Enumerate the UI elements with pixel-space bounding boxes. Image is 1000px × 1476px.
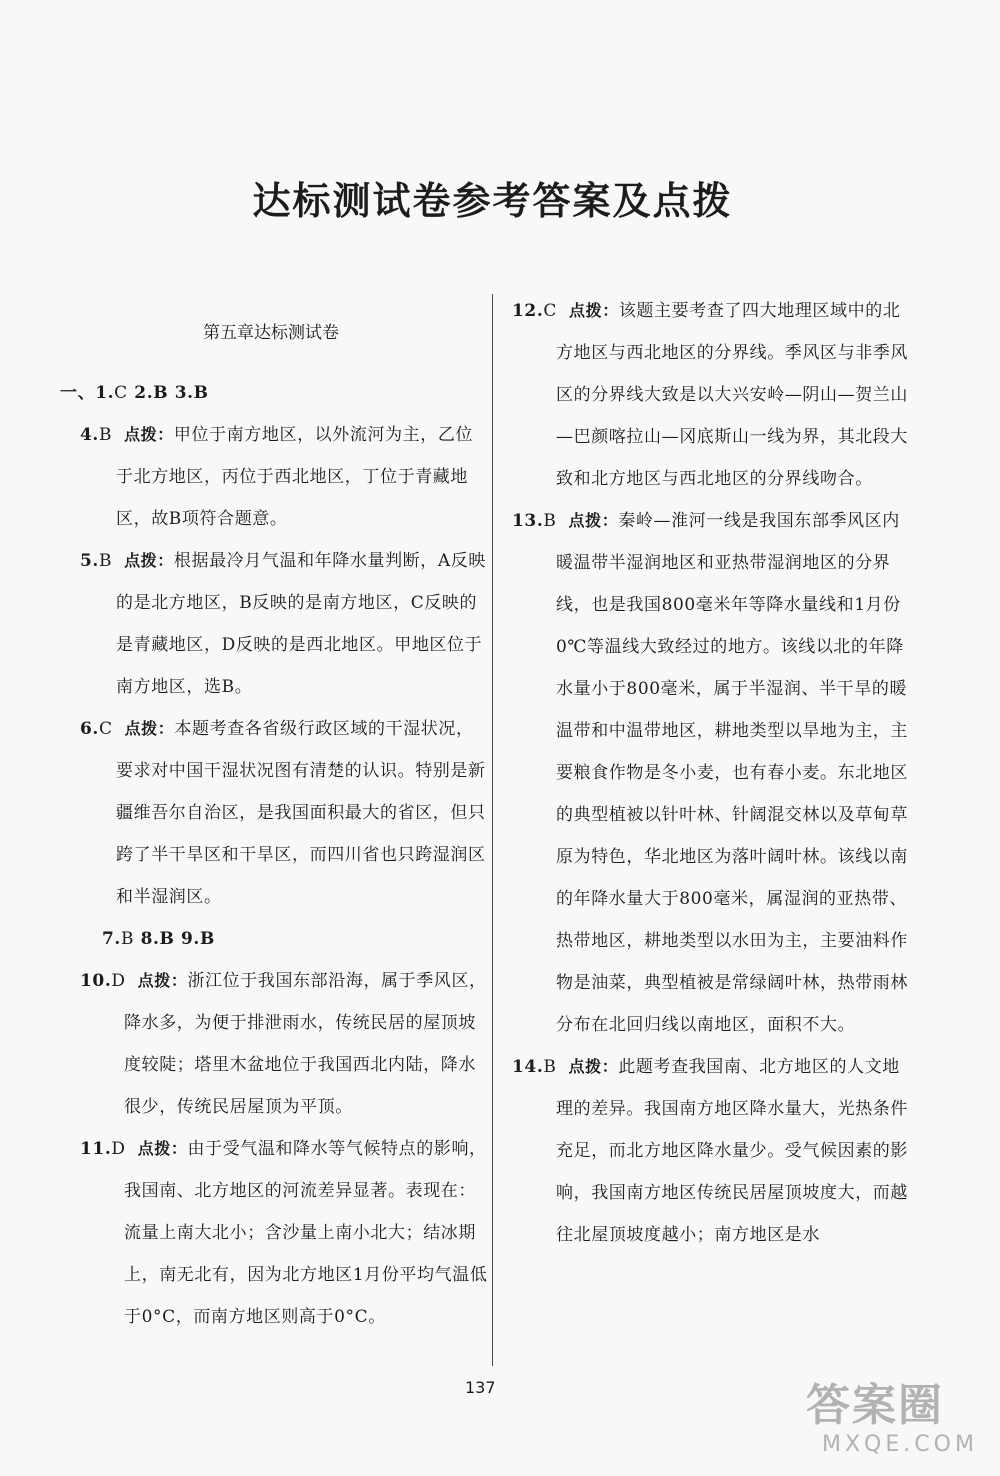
item-number: 7. bbox=[102, 929, 121, 949]
answer-item bbox=[80, 918, 488, 960]
item-answer: B bbox=[98, 551, 113, 571]
item-number: 12. bbox=[512, 301, 544, 321]
item-number: 13. bbox=[512, 511, 544, 531]
answer-item bbox=[512, 500, 912, 1046]
item-answer: D bbox=[111, 1139, 126, 1159]
watermark-url: MXQE.COM bbox=[822, 1432, 978, 1457]
hint-label: 点拨： bbox=[569, 301, 619, 320]
item-hint: 甲位于南方地区，以外流河为主，乙位于北方地区，丙位于西北地区，丁位于青藏地区，故B项符合题意。 bbox=[116, 425, 474, 529]
hint-label: 点拨： bbox=[124, 425, 174, 444]
item-number: 4. bbox=[80, 425, 99, 445]
item-hint: 浙江位于我国东部沿海，属于季风区，降水多，为便于排泄雨水，传统民居的屋顶坡度较陡；塔里木盆地位于我国西北内陆，降水很少，传统民居屋顶为平顶。 bbox=[124, 971, 487, 1117]
item-answer: B bbox=[543, 511, 557, 531]
answer-item bbox=[80, 960, 488, 1128]
item-number: 5. bbox=[80, 551, 99, 571]
item-hint: 秦岭—淮河一线是我国东部季风区内暖温带半湿润地区和亚热带湿润地区的分界线，也是我国800毫米年等降水量线和1月份0℃等温线大致经过的地方。该线以北的年降水量小于800毫米，属于半湿润、半干旱的暖温带和中温带地区，耕地类型以旱地为主，主要粮食作物是冬小麦，也有春小麦。东北地区的典型植被以针叶林、针阔混交林以及草甸草原为特色，华北地区为落叶阔叶林。该线以南的年降水量大于800毫米，属湿润的亚热带、热带地区，耕地类型以水田为主，主要油料作物是油菜，典型植被是常绿阔叶林，热带雨林分布在北回归线以南地区，面积不大。 bbox=[556, 511, 908, 1035]
answer-item bbox=[60, 372, 488, 414]
item-hint: 该题主要考查了四大地理区域中的北方地区与西北地区的分界线。季风区与非季风区的分界线大致是以大兴安岭—阴山—贺兰山—巴颜喀拉山—冈底斯山一线为界，其北段大致和北方地区与西北地区的分界线吻合。 bbox=[556, 301, 908, 489]
item-extra: 2.B 3.B bbox=[127, 383, 209, 403]
item-hint: 由于受气温和降水等气候特点的影响，我国南、北方地区的河流差异显著。表现在：流量上南大北小；含沙量上南小北大；结冰期上，南无北有，因为北方地区1月份平均气温低于0°C，而南方地区则高于0°C。 bbox=[124, 1139, 488, 1327]
answer-item bbox=[80, 1128, 488, 1338]
item-answer: B bbox=[543, 1057, 557, 1077]
item-hint: 根据最冷月气温和年降水量判断，A反映的是北方地区，B反映的是南方地区，C反映的是青藏地区，D反映的是西北地区。甲地区位于南方地区，选B。 bbox=[116, 551, 486, 697]
right-column bbox=[512, 290, 912, 1256]
hint-label: 点拨： bbox=[124, 719, 175, 738]
item-hint: 本题考查各省级行政区域的干湿状况，要求对中国干湿状况图有清楚的认识。特别是新疆维吾尔自治区，是我国面积最大的省区，但只跨了半干旱区和干旱区，而四川省也只跨湿润区和半湿润区。 bbox=[116, 719, 486, 907]
item-answer: C bbox=[98, 719, 113, 739]
answer-item bbox=[80, 708, 488, 918]
column-divider bbox=[492, 294, 493, 1366]
watermark-logo bbox=[806, 1380, 986, 1466]
item-number: 11. bbox=[80, 1139, 112, 1159]
left-column bbox=[60, 372, 488, 1338]
item-number: 14. bbox=[512, 1057, 544, 1077]
item-answer: D bbox=[111, 971, 126, 991]
item-answer: C bbox=[114, 383, 128, 403]
watermark-text: 答案圈 bbox=[806, 1380, 944, 1431]
answer-item bbox=[512, 1046, 912, 1256]
hint-label: 点拨： bbox=[137, 1139, 188, 1158]
item-number: 6. bbox=[80, 719, 99, 739]
hint-label: 点拨： bbox=[124, 551, 174, 570]
item-number: 一、1. bbox=[60, 383, 115, 403]
hint-label: 点拨： bbox=[137, 971, 188, 990]
page-number: 137 bbox=[465, 1378, 496, 1397]
hint-label: 点拨： bbox=[568, 511, 619, 530]
item-number: 10. bbox=[80, 971, 112, 991]
item-extra: 8.B 9.B bbox=[134, 929, 215, 949]
section-title: 第五章达标测试卷 bbox=[203, 323, 339, 343]
answer-item bbox=[80, 414, 488, 540]
item-answer: B bbox=[98, 425, 113, 445]
item-hint: 此题考查我国南、北方地区的人文地理的差异。我国南方地区降水量大，光热条件充足，而北方地区降水量少。受气候因素的影响，我国南方地区传统民居屋顶坡度大，而越往北屋顶坡度越小；南方地区是水 bbox=[556, 1057, 908, 1245]
page-title: 达标测试卷参考答案及点拨 bbox=[252, 178, 733, 223]
answer-item bbox=[512, 290, 912, 500]
item-answer: B bbox=[120, 929, 135, 949]
hint-label: 点拨： bbox=[568, 1057, 619, 1076]
answer-item bbox=[80, 540, 488, 708]
item-answer: C bbox=[543, 301, 557, 321]
